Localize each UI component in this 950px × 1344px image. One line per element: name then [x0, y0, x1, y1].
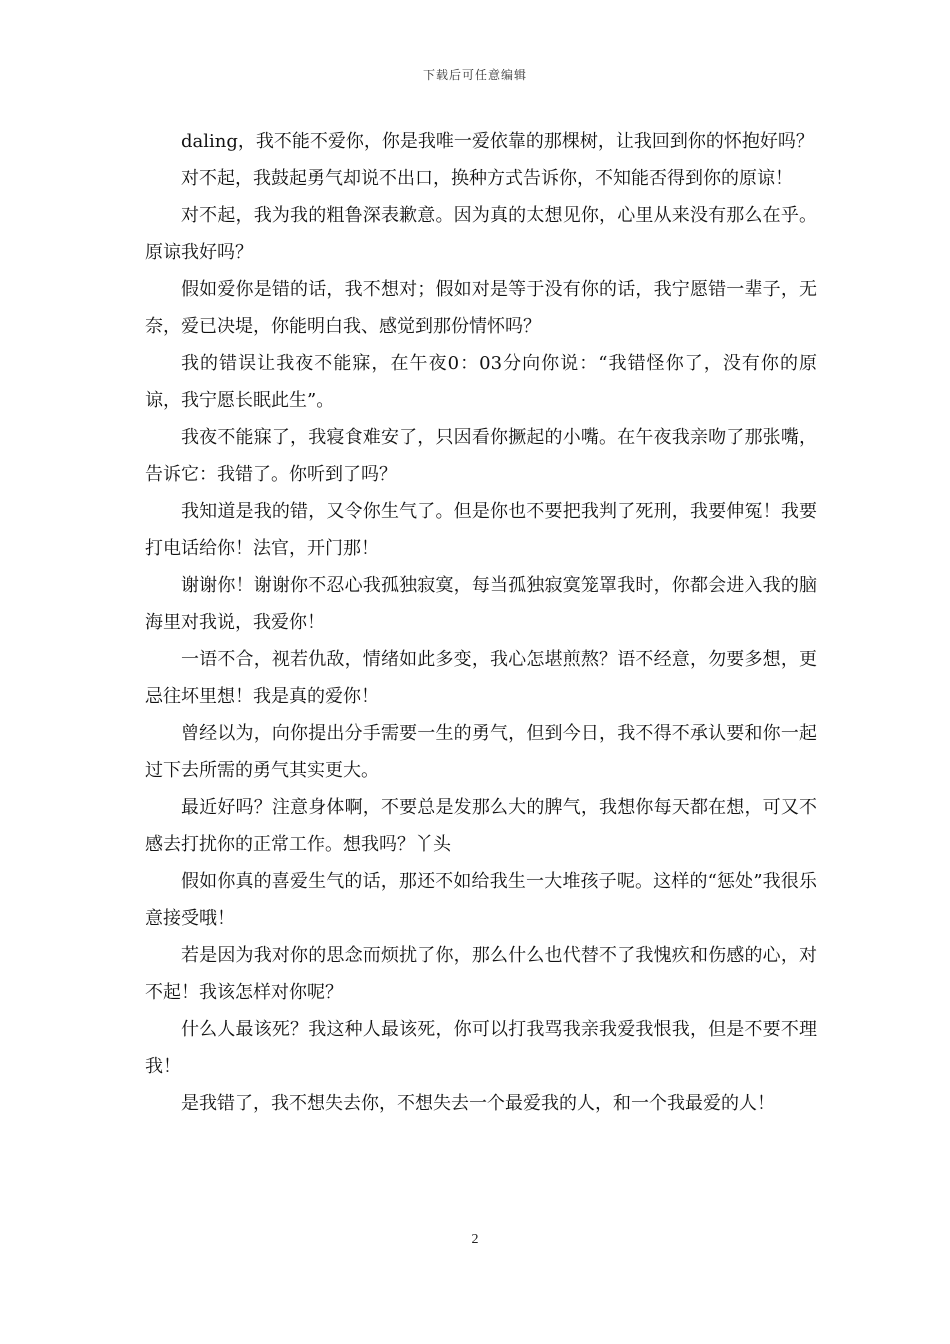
page-header: 下载后可任意编辑 [422, 68, 527, 82]
paragraph: 我夜不能寐了，我寝食难安了，只因看你撅起的小嘴。在午夜我亲吻了那张嘴，告诉它：我错了。你听到了吗？ [145, 427, 817, 485]
paragraph: 我的错误让我夜不能寐，在午夜0：03分向你说：“我错怪你了，没有你的原谅，我宁愿长眠此生”。 [145, 353, 817, 411]
paragraph: 什么人最该死？我这种人最该死，你可以打我骂我亲我爱我恨我，但是不要不理我！ [145, 1019, 817, 1077]
document-body [145, 123, 817, 1122]
paragraph: 谢谢你！谢谢你不忍心我孤独寂寞，每当孤独寂寞笼罩我时，你都会进入我的脑海里对我说，我爱你！ [145, 575, 817, 633]
paragraph: 假如你真的喜爱生气的话，那还不如给我生一大堆孩子呢。这样的“惩处”我很乐意接受哦！ [145, 871, 817, 929]
paragraph: 是我错了，我不想失去你，不想失去一个最爱我的人，和一个我最爱的人！ [181, 1093, 775, 1114]
paragraph: 假如爱你是错的话，我不想对；假如对是等于没有你的话，我宁愿错一辈子，无奈，爱已决堤，你能明白我、感觉到那份情怀吗？ [145, 279, 817, 337]
paragraph: 对不起，我为我的粗鲁深表歉意。因为真的太想见你，心里从来没有那么在乎。原谅我好吗？ [145, 205, 817, 263]
paragraph: 曾经以为，向你提出分手需要一生的勇气，但到今日，我不得不承认要和你一起过下去所需的勇气其实更大。 [145, 723, 817, 781]
paragraph: 对不起，我鼓起勇气却说不出口，换种方式告诉你，不知能否得到你的原谅！ [181, 168, 793, 189]
paragraph: 一语不合，视若仇敌，情绪如此多变，我心怎堪煎熬？语不经意，勿要多想，更忌往坏里想！我是真的爱你！ [145, 649, 817, 707]
paragraph: 我知道是我的错，又令你生气了。但是你也不要把我判了死刑，我要伸冤！我要打电话给你！法官，开门那！ [145, 501, 817, 559]
paragraph: 最近好吗？注意身体啊，不要总是发那么大的脾气，我想你每天都在想，可又不感去打扰你的正常工作。想我吗？丫头 [145, 797, 817, 855]
paragraph: daling，我不能不爱你，你是我唯一爱依靠的那棵树，让我回到你的怀抱好吗？ [181, 131, 814, 152]
paragraph: 若是因为我对你的思念而烦扰了你，那么什么也代替不了我愧疚和伤感的心，对不起！我该怎样对你呢？ [145, 945, 817, 1003]
page-number: 2 [471, 1232, 479, 1247]
